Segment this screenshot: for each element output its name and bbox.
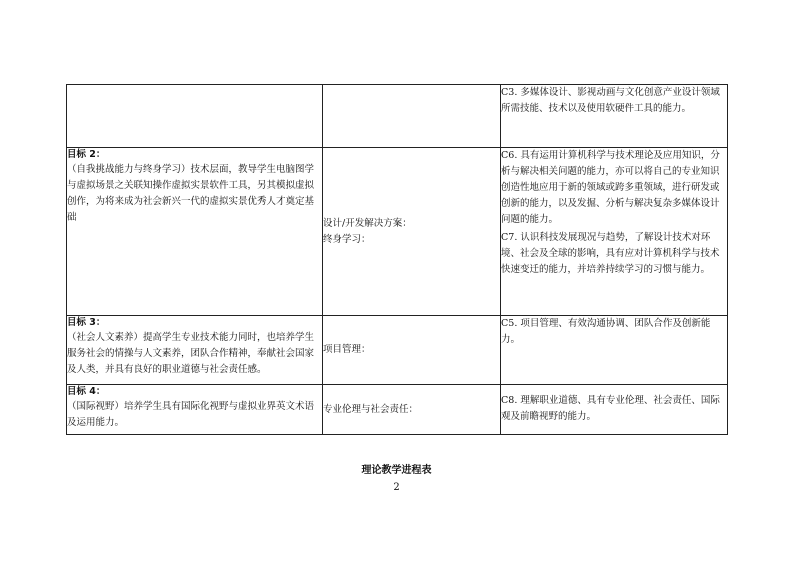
goal-4-description: （国际视野）培养学生具有国际化视野与虚拟业界英文术语及运用能力。 <box>67 401 315 428</box>
outcome-c3: C3. 多媒体设计、影视动画与文化创意产业设计领域所需技能、技术以及使用软硬件工具的能力。 <box>501 87 720 114</box>
requirement-ethics: 专业伦理与社会责任： <box>323 403 419 415</box>
page-number: 2 <box>393 482 400 493</box>
goal-cell-empty <box>67 85 323 148</box>
requirement-project-management: 项目管理： <box>323 344 371 355</box>
section-caption: 理论教学进程表 <box>361 465 432 476</box>
course-objectives-table <box>66 84 728 435</box>
goal-2-description: （自我挑战能力与终身学习）技术层面，教导学生电脑图学与虚拟场景之关联知操作虚拟实景软件工具，另其模拟虚拟创作，为将来成为社会新兴一代的虚拟实景优秀人才奠定基础 <box>67 164 315 223</box>
goal-cell <box>67 316 323 385</box>
requirement-cell-empty <box>323 85 501 148</box>
table-row <box>67 148 728 316</box>
outcome-c8: C8. 理解职业道德、具有专业伦理、社会责任、国际观及前瞻视野的能力。 <box>501 394 720 422</box>
requirement-cell <box>323 148 501 316</box>
outcome-c5: C5. 项目管理、有效沟通协调、团队合作及创新能力。 <box>501 318 711 345</box>
table-row <box>67 385 728 435</box>
outcome-cell <box>501 385 728 435</box>
goal-cell <box>67 385 323 435</box>
goal-3-title: 目标 3： <box>67 317 106 328</box>
outcome-c7: C7. 认识科技发展现况与趋势，了解设计技术对环境、社会及全球的影响，具有应对计算机科学与技术快速变迁的能力，并培养持续学习的习惯与能力。 <box>501 232 720 275</box>
outcome-cell <box>501 148 728 316</box>
requirement-design-lifelong: 设计/开发解决方案： 终身学习： <box>323 217 412 245</box>
requirement-cell <box>323 385 501 435</box>
outcome-cell <box>501 316 728 385</box>
requirement-cell <box>323 316 501 385</box>
table-row <box>67 85 728 148</box>
goal-cell <box>67 148 323 316</box>
goal-2-title: 目标 2： <box>67 149 106 160</box>
goal-4-title: 目标 4： <box>67 386 106 397</box>
outcome-c6: C6. 具有运用计算机科学与技术理论及应用知识，分析与解决相关问题的能力，亦可以将自己的专业知识创造性地应用于新的领域或跨多重领域，进行研发或创新的能力，以及发掘、分析与解决复杂多媒体设计问题的能力。 <box>501 150 720 225</box>
table-row <box>67 316 728 385</box>
goal-3-description: （社会人文素养）提高学生专业技术能力同时，也培养学生服务社会的情操与人文素养，团队合作精神，奉献社会国家及人类，并具有良好的职业道德与社会责任感。 <box>67 332 315 375</box>
outcome-cell <box>501 85 728 148</box>
